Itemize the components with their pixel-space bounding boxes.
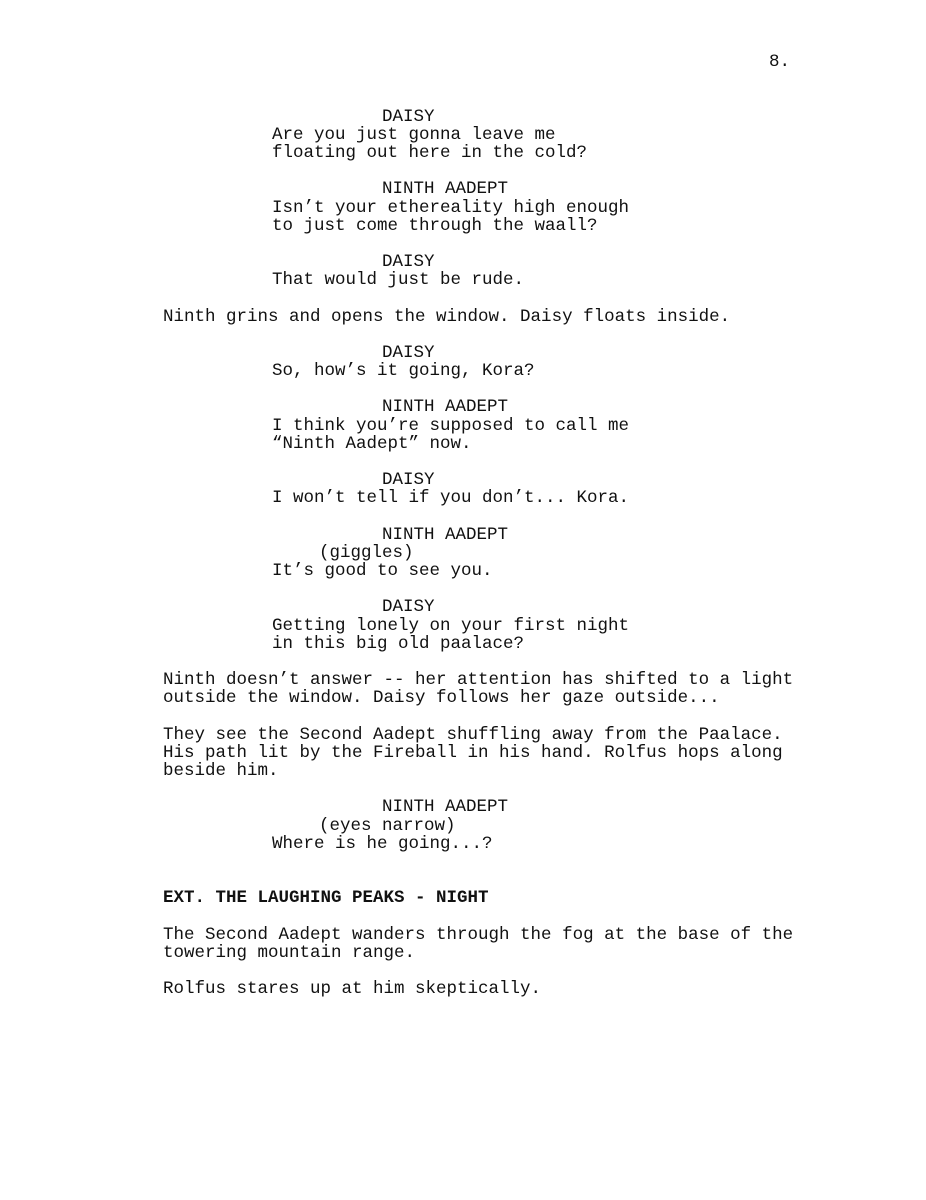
dialogue-line: to just come through the waall? [272, 216, 598, 236]
dialogue-line: I won’t tell if you don’t... Kora. [272, 488, 630, 508]
scene-heading: EXT. THE LAUGHING PEAKS - NIGHT [163, 888, 489, 908]
action-line: His path lit by the Fireball in his hand. Rolfus hops along [163, 743, 783, 763]
action-line: Ninth grins and opens the window. Daisy floats inside. [163, 307, 731, 327]
action-line: They see the Second Aadept shuffling away from the Paalace. [163, 725, 783, 745]
character-name: DAISY [382, 252, 435, 272]
page-number: 8. [769, 52, 791, 72]
dialogue-line: So, how’s it going, Kora? [272, 361, 535, 381]
character-name: DAISY [382, 343, 435, 363]
dialogue-line: I think you’re supposed to call me [272, 416, 630, 436]
character-name: NINTH AADEPT [382, 179, 509, 199]
dialogue-line: Getting lonely on your first night [272, 616, 630, 636]
dialogue-line: Isn’t your ethereality high enough [272, 198, 630, 218]
action-line: Rolfus stares up at him skeptically. [163, 979, 542, 999]
parenthetical: (eyes narrow) [319, 816, 456, 836]
character-name: NINTH AADEPT [382, 797, 509, 817]
character-name: NINTH AADEPT [382, 525, 509, 545]
action-line: The Second Aadept wanders through the fog at the base of the [163, 925, 794, 945]
action-line: Ninth doesn’t answer -- her attention has shifted to a light [163, 670, 794, 690]
dialogue-line: floating out here in the cold? [272, 143, 588, 163]
character-name: DAISY [382, 597, 435, 617]
dialogue-line: It’s good to see you. [272, 561, 493, 581]
parenthetical: (giggles) [319, 543, 414, 563]
dialogue-line: That would just be rude. [272, 270, 525, 290]
action-line: towering mountain range. [163, 943, 416, 963]
action-line: beside him. [163, 761, 279, 781]
character-name: DAISY [382, 107, 435, 127]
dialogue-line: Are you just gonna leave me [272, 125, 556, 145]
action-line: outside the window. Daisy follows her gaze outside... [163, 688, 720, 708]
dialogue-line: in this big old paalace? [272, 634, 525, 654]
dialogue-line: “Ninth Aadept” now. [272, 434, 472, 454]
character-name: NINTH AADEPT [382, 397, 509, 417]
dialogue-line: Where is he going...? [272, 834, 493, 854]
character-name: DAISY [382, 470, 435, 490]
